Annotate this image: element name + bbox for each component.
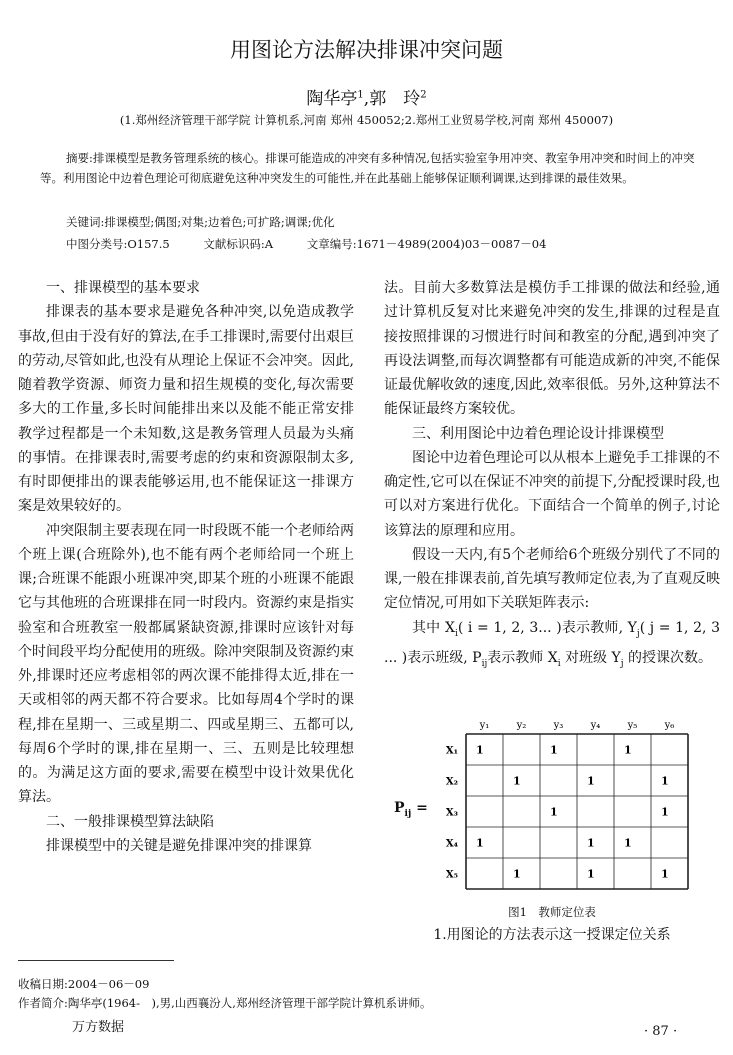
paper-title: 用图论方法解决排课冲突问题 — [230, 38, 503, 62]
section-heading-2: 二、一般排课模型算法缺陷 — [46, 813, 214, 830]
paragraph: 图论中边着色理论可以从根本上避免手工排课的不确定性,它可以在保证不冲突的前提下,分配授课时段,也可以对方案进行优化。下面结合一个简单的例子,讨论该算法的原理和应用。 — [384, 449, 720, 539]
section-heading-1: 一、排课模型的基本要求 — [46, 280, 200, 296]
watermark: 万方数据 — [72, 1020, 125, 1035]
matrix-cell-value: 1 — [476, 743, 484, 757]
matrix-row-header: X₂ — [445, 776, 458, 788]
right-column — [384, 276, 720, 676]
page-number: · 87 · — [644, 1024, 678, 1039]
matrix-row-header: X₃ — [445, 807, 458, 819]
matrix-cell-value: 1 — [624, 836, 632, 850]
paragraph-notation: 其中 $X_i$( i = 1, 2, 3... )表示教师, $Y_j$( j = 1, 2, 3 ... )表示班级, $P_{ij}$表示教师 $X_i$ 对班级 $Y_j$ 的授课次数。 — [384, 619, 721, 669]
matrix-cell-value: 1 — [550, 805, 558, 819]
paragraph: 法。目前大多数算法是模仿手工排课的做法和经验,通过计算机反复对比来避免冲突的发生,排课的过程是直接按照排课的习惯进行时间和教室的分配,遇到冲突了再设法调整,而每次调整都有可能造成新的冲突,不能保证最优解收敛的速度,因此,效率很低。另外,这种算法不能保证最终方案较优。 — [384, 280, 720, 418]
matrix-cell-value: 1 — [661, 774, 669, 788]
matrix-cell-value: 1 — [550, 743, 558, 757]
teacher-location-matrix — [380, 712, 710, 900]
matrix-cell-value: 1 — [587, 774, 595, 788]
clc-number: 中图分类号:O157.5 — [66, 237, 170, 251]
authors — [0, 84, 733, 109]
matrix-col-header: y₂ — [516, 720, 527, 731]
matrix-col-header: y₆ — [664, 720, 675, 731]
article-number: 文章编号:1671－4989(2004)03－0087－04 — [306, 237, 547, 251]
doc-code: 文献标识码:A — [203, 237, 274, 251]
matrix-col-header: y₄ — [590, 720, 601, 731]
abstract: 摘要:排课模型是教务管理系统的核心。排课可能造成的冲突有多种情况,包括实验室争用冲突、教室争用冲突和时间上的冲突等。利用图论中边着色理论可彻底避免这种冲突发生的可能性,并在此基础上能够保证顺利调课,达到排课的最佳效果。 — [40, 151, 695, 185]
paragraph: 排课模型中的关键是避免排课冲突的排课算 — [46, 837, 312, 854]
author-1-sup: 1 — [357, 89, 364, 101]
matrix-cell-value: 1 — [661, 867, 669, 881]
figure-caption: 图1 教师定位表 — [508, 905, 596, 919]
affiliation: (1.郑州经济管理干部学院 计算机系,河南 郑州 450052;2.郑州工业贸易学校,河南 郑州 450007) — [119, 113, 614, 127]
matrix-label: $P_{ij}$ = — [394, 800, 428, 819]
footnote-rule — [18, 960, 174, 961]
classification-line — [66, 236, 576, 252]
left-column — [18, 276, 354, 858]
paragraph: 排课表的基本要求是避免各种冲突,以免造成教学事故,但由于没有好的算法,在手工排课时,需要付出艰巨的劳动,尽管如此,也没有从理论上保证不会冲突。因此,随着教学资源、师资力量和招生规模的变化,每次需要多大的工作量,多长时间能排出来以及能不能正常安排教学过程都是一个未知数,这是教务管理人员最为头痛的事情。在排课表时,需要考虑的约束和资源限制太多,有时即便排出的课表能够运用,也不能保证这一排课方案是效果较好的。 — [18, 304, 354, 515]
matrix-cell-value: 1 — [513, 774, 521, 788]
matrix-row-header: X₄ — [445, 838, 458, 850]
paragraph: 假设一天内,有5个老师给6个班级分别代了不同的课,一般在排课表前,首先填写教师定位表,为了直观反映定位情况,可用如下关联矩阵表示: — [384, 546, 720, 612]
author-separator: , — [363, 89, 370, 109]
keywords: 关键词:排课模型;偶图;对集;边着色;可扩路;调课;优化 — [66, 215, 335, 229]
matrix-cell-value: 1 — [513, 867, 521, 881]
matrix-cell-value: 1 — [661, 805, 669, 819]
subsection-heading: 1.用图论的方法表示这一授课定位关系 — [433, 927, 671, 943]
matrix-cell-value: 1 — [624, 743, 632, 757]
paragraph: 冲突限制主要表现在同一时段既不能一个老师给两个班上课(合班除外),也不能有两个老师给同一个班上课;合班课不能跟小班课冲突,即某个班的小班课不能跟它与其他班的合班课排在同一时段内。资源约束是指实验室和合班教室一般都属紧缺资源,排课时应该针对每个时间段平均分配使用的班级。除冲突限制及资源约束外,排课时还应考虑相邻的两次课不能排得太近,排在一天或相邻的两天都不符合要求。比如每周4个学时的课程,排在星期一、三或星期二、四或星期三、五都可以,每周6个学时的课,排在星期一、三、五则是比较理想的。为满足这方面的要求,需要在模型中设计效果优化算法。 — [18, 522, 354, 806]
matrix-col-header: y₅ — [627, 720, 638, 731]
author-1: 陶华亭 — [306, 89, 358, 109]
matrix-row-header: X₅ — [445, 869, 458, 881]
received-date: 收稿日期:2004－06－09 — [18, 977, 150, 991]
section-heading-3: 三、利用图论中边着色理论设计排课模型 — [412, 425, 664, 442]
matrix-cell-value: 1 — [476, 836, 484, 850]
matrix-col-header: y₃ — [553, 720, 564, 731]
matrix-cell-value: 1 — [587, 836, 595, 850]
matrix-cell-value: 1 — [587, 867, 595, 881]
author-2-sup: 2 — [420, 89, 427, 101]
matrix-row-header: X₁ — [445, 745, 458, 757]
author-bio: 作者简介:陶华亭(1964- ),男,山西襄汾人,郑州经济管理干部学院计算机系讲师。 — [18, 996, 432, 1010]
author-2: 郭 玲 — [369, 89, 421, 109]
matrix-col-header: y₁ — [479, 720, 490, 731]
